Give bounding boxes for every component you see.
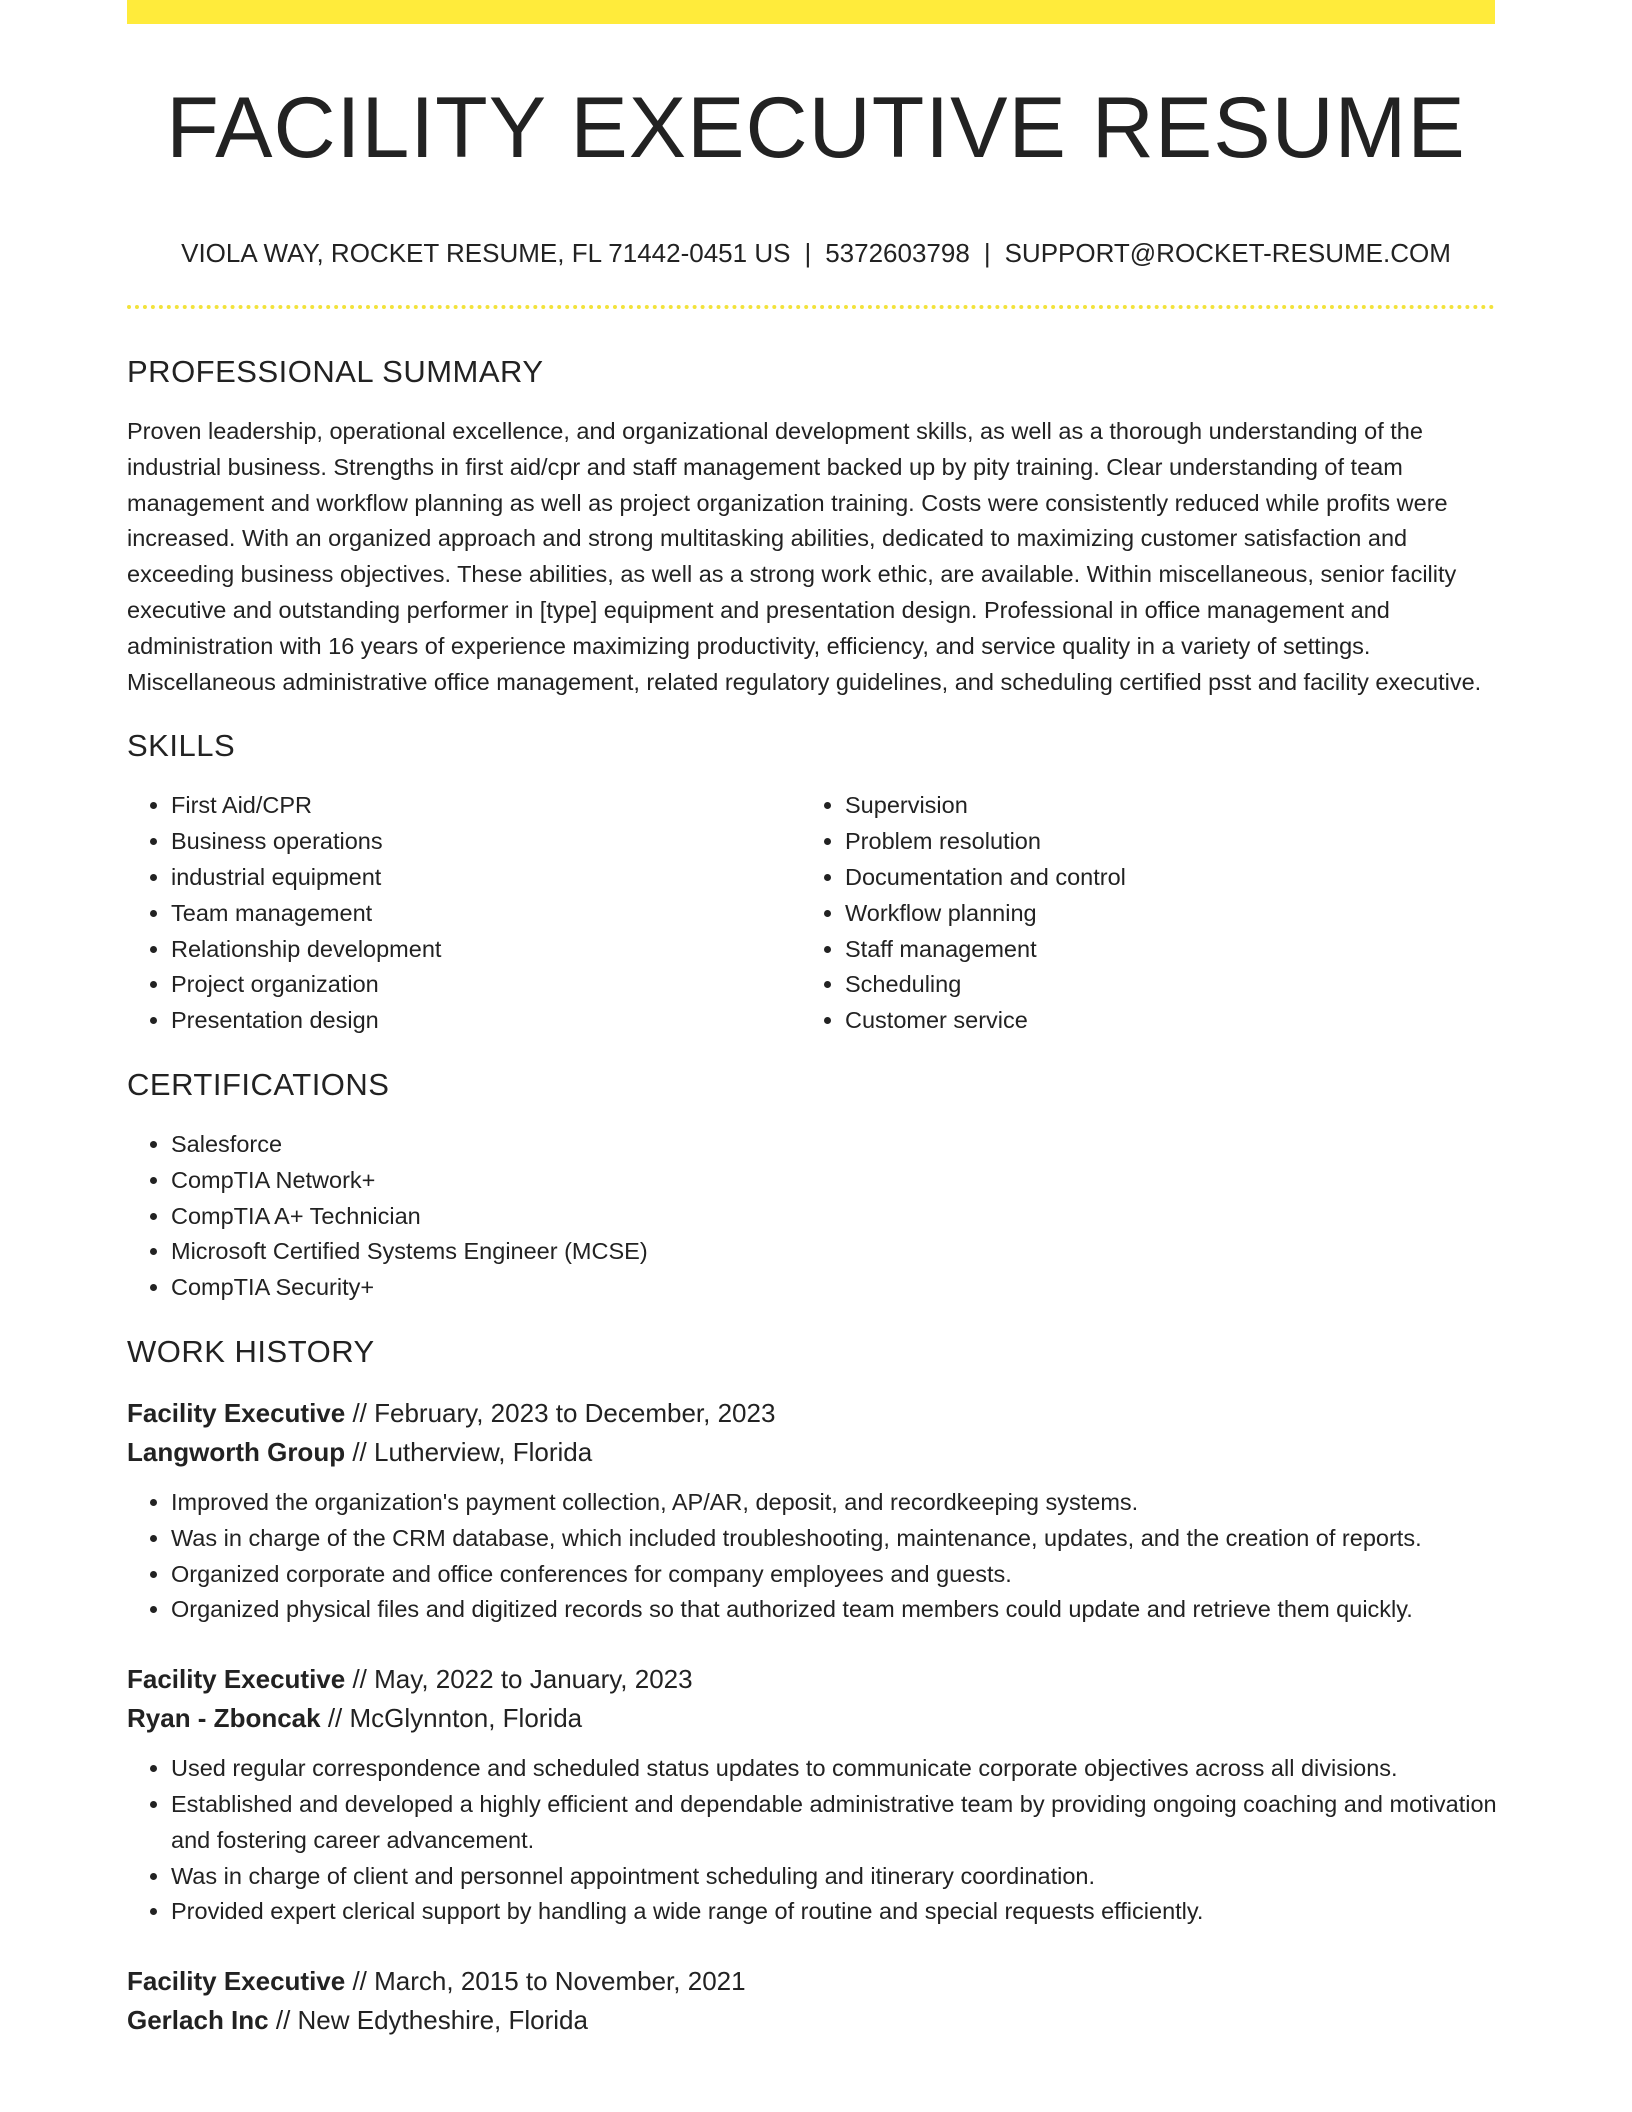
job-bullets [127, 1485, 1497, 1628]
skills-section [127, 726, 1497, 1039]
skill-item: • First Aid/CPR [171, 788, 801, 824]
job-location: // Lutherview, Florida [345, 1436, 593, 1467]
job-bullet: • Organized physical files and digitized records so that authorized team members could update and retrieve them quickly. [171, 1592, 1497, 1628]
job-bullet: • Organized corporate and office conferences for company employees and guests. [171, 1557, 1497, 1593]
skill-item: • Presentation design [171, 1003, 801, 1039]
job-bullets [127, 1751, 1497, 1930]
resume-content [127, 352, 1497, 2072]
job-entry [127, 1660, 1497, 1930]
job-title: Facility Executive [127, 1397, 346, 1428]
job-company: Ryan - Zboncak [127, 1703, 321, 1734]
job-company: Gerlach Inc [127, 2005, 269, 2036]
certifications-section [127, 1065, 1497, 1306]
email: SUPPORT@ROCKET-RESUME.COM [1004, 238, 1451, 268]
job-bullet: • Was in charge of client and personnel appointment scheduling and itinerary coordination. [171, 1859, 1497, 1895]
job-dates: // May, 2022 to January, 2023 [345, 1664, 693, 1695]
skill-item: • Customer service [845, 1003, 1475, 1039]
dotted-divider [127, 305, 1495, 309]
job-entry [127, 1394, 1497, 1628]
job-company-line [127, 1699, 1497, 1738]
job-bullet: • Established and developed a highly efficient and dependable administrative team by providing ongoing coaching and motivation and fostering career advancement. [171, 1787, 1497, 1859]
skill-item: • Documentation and control [845, 860, 1475, 896]
work-history-section [127, 1332, 1497, 2040]
job-bullet: • Improved the organization's payment collection, AP/AR, deposit, and recordkeeping systems. [171, 1485, 1497, 1521]
skills-heading: SKILLS [127, 728, 236, 764]
job-dates: // March, 2015 to November, 2021 [345, 1966, 746, 1997]
contact-line [0, 236, 1632, 270]
contact-separator: | [983, 238, 991, 268]
job-title-line [127, 1660, 1497, 1699]
skill-item: • Business operations [171, 824, 801, 860]
job-company-line [127, 1433, 1497, 1472]
certifications-heading: CERTIFICATIONS [127, 1066, 390, 1102]
job-dates: // February, 2023 to December, 2023 [345, 1397, 776, 1428]
address: VIOLA WAY, ROCKET RESUME, FL 71442-0451 US [181, 238, 791, 268]
skill-item: • Team management [171, 896, 801, 932]
skill-item: • Supervision [845, 788, 1475, 824]
job-company-line [127, 2001, 1497, 2040]
certification-item: • Salesforce [171, 1127, 1497, 1163]
skills-list-left [127, 788, 801, 1039]
certification-item: • CompTIA Network+ [171, 1163, 1497, 1199]
job-bullet: • Used regular correspondence and scheduled status updates to communicate corporate objectives across all divisions. [171, 1751, 1497, 1787]
job-bullet: • Was in charge of the CRM database, which included troubleshooting, maintenance, updates, and the creation of reports. [171, 1521, 1497, 1557]
job-location: // McGlynnton, Florida [320, 1703, 583, 1734]
summary-heading: PROFESSIONAL SUMMARY [127, 354, 544, 389]
skill-item: • Project organization [171, 967, 801, 1003]
job-title-line [127, 1394, 1497, 1433]
skill-item: • Problem resolution [845, 824, 1475, 860]
skill-item: • industrial equipment [171, 860, 801, 896]
phone: 5372603798 [825, 238, 970, 268]
job-location: // New Edytheshire, Florida [268, 2005, 588, 2036]
job-entry [127, 1962, 1497, 2040]
certification-item: • CompTIA Security+ [171, 1270, 1497, 1306]
skills-grid [127, 788, 1497, 1039]
job-company: Langworth Group [127, 1436, 346, 1467]
job-bullet: • Provided expert clerical support by handling a wide range of routine and special requests efficiently. [171, 1894, 1497, 1930]
certification-item: • Microsoft Certified Systems Engineer (MCSE) [171, 1234, 1497, 1270]
summary-text: Proven leadership, operational excellence, and organizational development skills, as well as a thorough understanding of the industrial business. Strengths in first aid/cpr and staff management backed up by pity training. Clear understanding of team management and workflow planning as well as project organization training. Costs were consistently reduced while profits were increased. With an organized approach and strong multitasking abilities, dedicated to maximizing customer satisfaction and exceeding business objectives. These abilities, as well as a strong work ethic, are available. Within miscellaneous, senior facility executive and outstanding performer in [type] equipment and presentation design. Professional in office management and administration with 16 years of experience maximizing productivity, efficiency, and service quality in a variety of settings. Miscellaneous administrative office management, related regulatory guidelines, and scheduling certified psst and facility executive. [127, 418, 1482, 695]
certifications-list [127, 1127, 1497, 1306]
accent-bar [127, 0, 1495, 24]
job-title: Facility Executive [127, 1966, 346, 1997]
skill-item: • Staff management [845, 932, 1475, 968]
skills-list-right [801, 788, 1475, 1039]
work-history-heading: WORK HISTORY [127, 1333, 375, 1369]
job-title: Facility Executive [127, 1664, 346, 1695]
skill-item: • Workflow planning [845, 896, 1475, 932]
page-title: FACILITY EXECUTIVE RESUME [166, 80, 1466, 176]
skill-item: • Relationship development [171, 932, 801, 968]
skill-item: • Scheduling [845, 967, 1475, 1003]
job-title-line [127, 1962, 1497, 2001]
certification-item: • CompTIA A+ Technician [171, 1199, 1497, 1235]
summary-section [127, 352, 1497, 700]
contact-separator: | [804, 238, 812, 268]
